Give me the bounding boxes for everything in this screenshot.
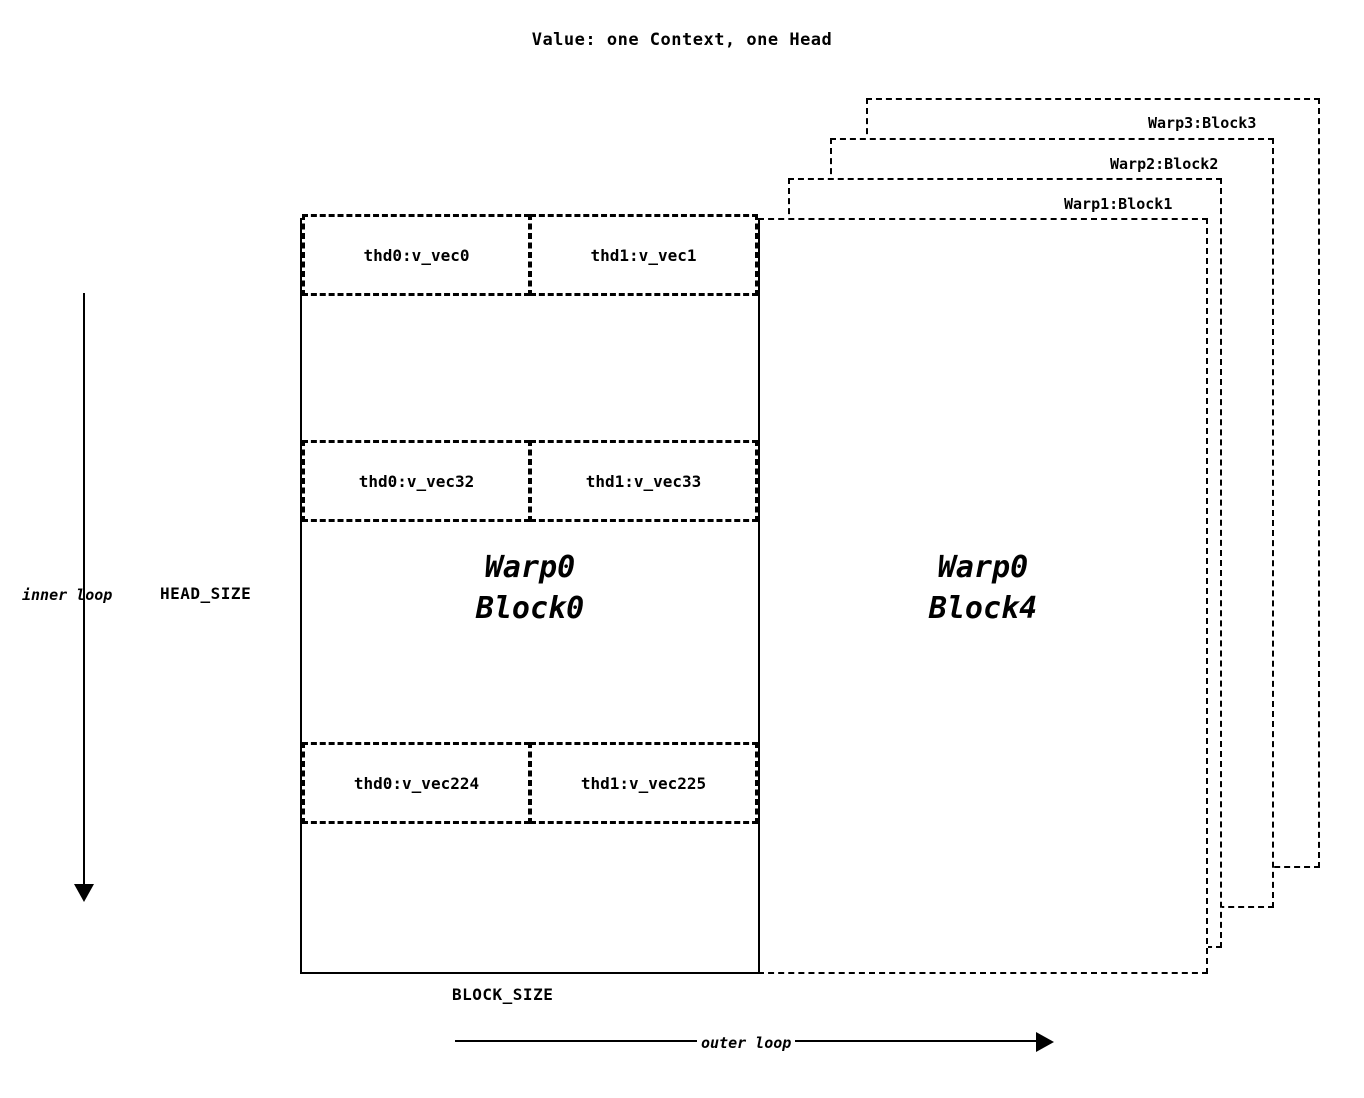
outer-loop-arrow-head — [1036, 1032, 1054, 1052]
vec-row — [302, 440, 758, 522]
block4-label-line1: Warp0 — [937, 550, 1029, 585]
block0-label-line1: Warp0 — [484, 550, 576, 585]
block0-label-line2: Block0 — [475, 590, 585, 626]
block4-label — [758, 548, 1208, 629]
inner-loop-label: inner loop — [22, 586, 113, 604]
vec-cell: thd1:v_vec1 — [530, 214, 758, 296]
vec-cell: thd1:v_vec33 — [530, 440, 758, 522]
stack-label-warp1: Warp1:Block1 — [1064, 195, 1173, 213]
inner-loop-arrow-head — [74, 884, 94, 902]
vec-row — [302, 214, 758, 296]
vec-row — [302, 742, 758, 824]
block-size-label: BLOCK_SIZE — [452, 985, 554, 1004]
vec-cell: thd0:v_vec0 — [302, 214, 530, 296]
block0-label — [300, 548, 760, 629]
stack-label-warp3: Warp3:Block3 — [1148, 114, 1257, 132]
vec-cell: thd0:v_vec224 — [302, 742, 530, 824]
vec-cell: thd0:v_vec32 — [302, 440, 530, 522]
block4-label-line2: Block4 — [928, 590, 1038, 626]
head-size-label: HEAD_SIZE — [160, 584, 252, 603]
stack-label-warp2: Warp2:Block2 — [1110, 155, 1219, 173]
outer-loop-label: outer loop — [697, 1034, 795, 1052]
vec-cell: thd1:v_vec225 — [530, 742, 758, 824]
diagram-title: Value: one Context, one Head — [531, 30, 833, 50]
